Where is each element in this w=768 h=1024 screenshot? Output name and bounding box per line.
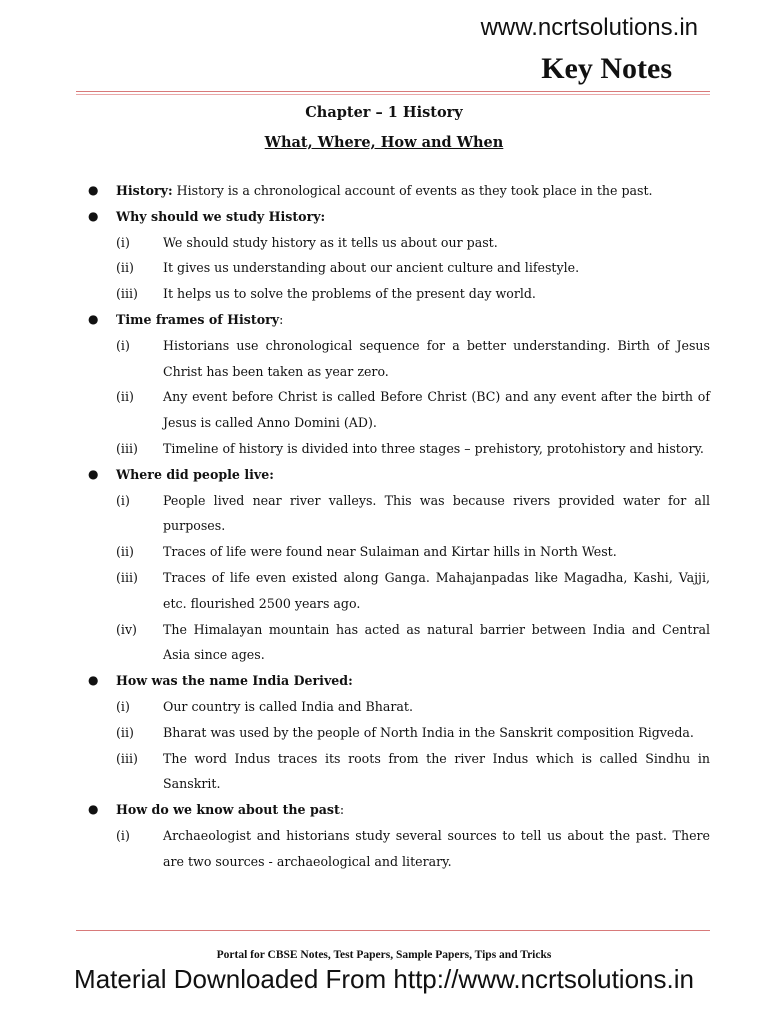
item-text: Bharat was used by the people of North India in the Sanskrit composition Rigveda. <box>163 724 694 740</box>
list-item <box>88 720 710 746</box>
item-text: The Himalayan mountain has acted as natural barrier between India and Central Asia since ages. <box>163 621 710 663</box>
section-heading: History: <box>116 183 173 198</box>
bullet-icon: ● <box>88 466 99 481</box>
item-number: (i) <box>116 337 130 353</box>
item-text: Traces of life were found near Sulaiman and Kirtar hills in North West. <box>163 544 617 560</box>
section-body: : <box>279 311 284 327</box>
item-text: Timeline of history is divided into three stages – prehistory, protohistory and history. <box>163 440 704 456</box>
item-number: (iv) <box>116 621 137 637</box>
list-item <box>88 617 710 669</box>
section-text <box>116 307 710 333</box>
list-item <box>88 823 710 875</box>
footer-portal-text: Portal for CBSE Notes, Test Papers, Sample Papers, Tips and Tricks <box>216 949 552 961</box>
bullet-icon: ● <box>88 311 99 326</box>
bullet-icon: ● <box>88 208 99 223</box>
section-body: : <box>339 802 345 818</box>
section-text <box>116 462 710 488</box>
note-section <box>88 204 710 230</box>
section-text <box>116 668 710 694</box>
item-text: Our country is called India and Bharat. <box>163 698 413 714</box>
section-text <box>116 204 710 230</box>
list-item <box>88 436 710 462</box>
note-section <box>88 462 710 488</box>
item-number: (i) <box>116 492 130 508</box>
bullet-icon: ● <box>88 802 99 817</box>
section-heading: Where did people live: <box>116 466 274 482</box>
section-heading: How do we know about the past <box>116 802 340 818</box>
note-section <box>88 178 710 204</box>
notes-content <box>88 178 710 875</box>
item-text: The word Indus traces its roots from the river Indus which is called Sindhu in Sanskrit. <box>163 750 710 792</box>
section-heading: Time frames of History <box>116 311 280 327</box>
footer-rule <box>76 930 710 931</box>
item-number: (i) <box>116 827 130 843</box>
list-item <box>88 746 710 798</box>
header-rule-secondary <box>76 94 710 95</box>
item-number: (ii) <box>116 389 134 405</box>
item-number: (iii) <box>116 440 138 456</box>
list-item <box>88 539 710 565</box>
section-body: History is a chronological account of events as they took place in the past. <box>172 183 653 198</box>
bullet-icon: ● <box>88 183 99 197</box>
note-section <box>88 307 710 333</box>
item-number: (ii) <box>116 544 134 560</box>
item-number: (ii) <box>116 260 134 276</box>
doc-label: Key Notes <box>541 52 672 85</box>
list-item <box>88 255 710 281</box>
list-item <box>88 333 710 385</box>
item-text: Archaeologist and historians study several sources to tell us about the past. There are two sources - archaeological and literary. <box>163 827 710 869</box>
note-section <box>88 668 710 694</box>
list-item <box>88 488 710 540</box>
item-number: (iii) <box>116 286 138 302</box>
list-item <box>88 694 710 720</box>
item-number: (iii) <box>116 750 138 766</box>
list-item <box>88 384 710 436</box>
item-text: It gives us understanding about our ancient culture and lifestyle. <box>163 260 580 276</box>
section-text <box>116 797 710 823</box>
header-rule <box>76 91 710 92</box>
list-item <box>88 281 710 307</box>
list-item <box>88 230 710 256</box>
section-heading: Why should we study History: <box>116 208 326 224</box>
list-item <box>88 565 710 617</box>
item-number: (i) <box>116 698 130 714</box>
item-text: People lived near river valleys. This was because rivers provided water for all purposes. <box>163 492 710 534</box>
note-section <box>88 797 710 823</box>
section-text <box>116 178 710 204</box>
item-text: Historians use chronological sequence for a better understanding. Birth of Jesus Christ has been taken as year zero. <box>163 337 710 379</box>
item-text: Any event before Christ is called Before Christ (BC) and any event after the birth of Jesus is called Anno Domini (AD). <box>163 389 710 431</box>
item-text: Traces of life even existed along Ganga. Mahajanpadas like Magadha, Kashi, Vajji, etc. flourished 2500 years ago. <box>163 569 710 611</box>
item-number: (iii) <box>116 569 138 585</box>
section-heading: How was the name India Derived: <box>116 673 353 689</box>
footer-download-text: Material Downloaded From http://www.ncrtsolutions.in <box>74 964 694 994</box>
chapter-title: Chapter – 1 History <box>305 104 463 121</box>
item-text: It helps us to solve the problems of the present day world. <box>163 286 536 302</box>
chapter-subtitle: What, Where, How and When <box>264 134 504 151</box>
item-text: We should study history as it tells us about our past. <box>163 234 498 250</box>
item-number: (ii) <box>116 724 134 740</box>
site-url[interactable]: www.ncrtsolutions.in <box>480 14 698 41</box>
bullet-icon: ● <box>88 673 99 688</box>
item-number: (i) <box>116 234 130 250</box>
